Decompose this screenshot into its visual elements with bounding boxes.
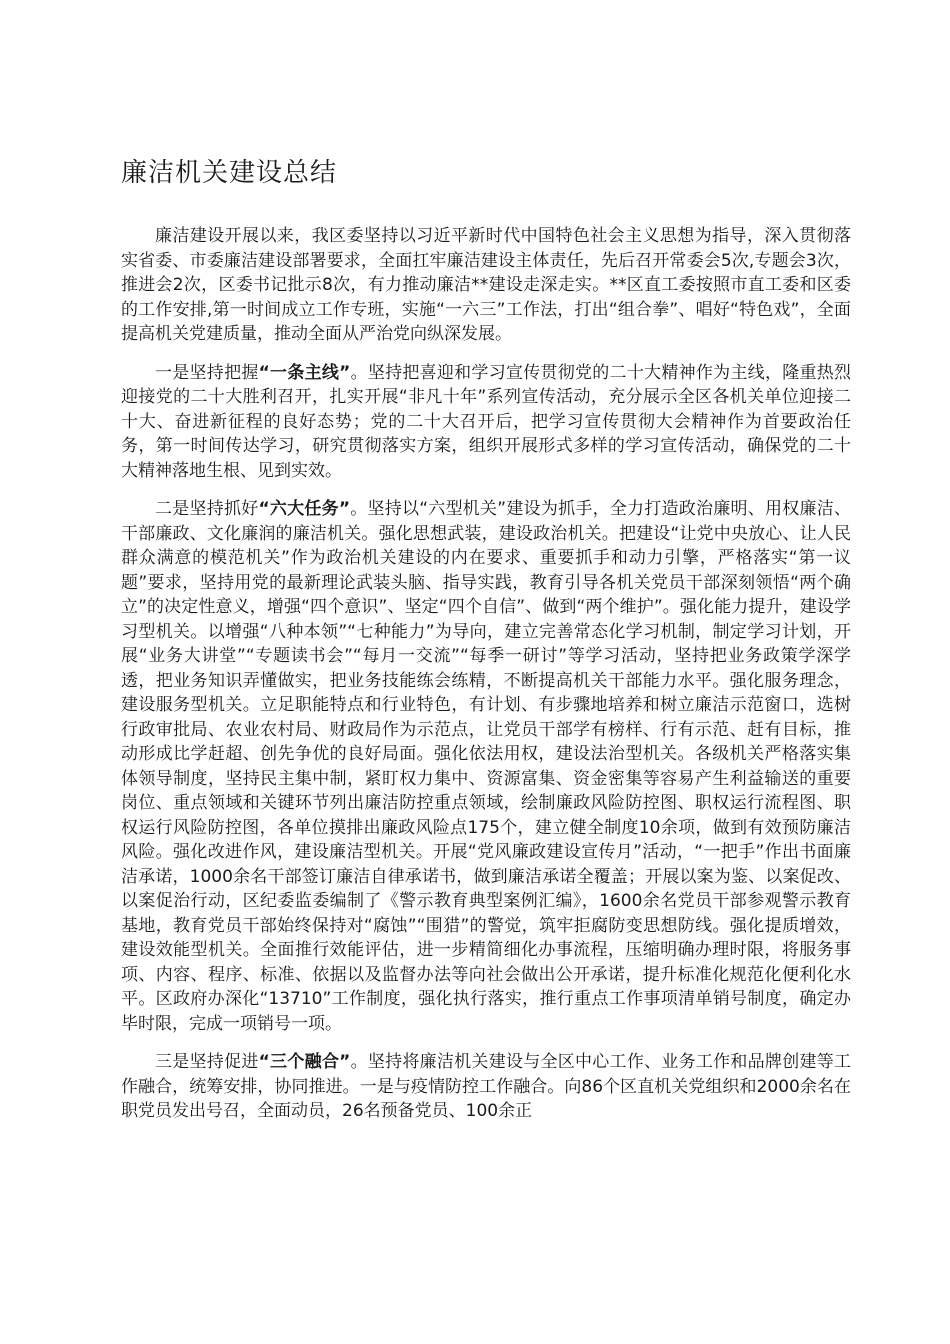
paragraph-text: 。坚持将廉洁机关建设与全区中心工作、业务工作和品牌创建等工作融合，统筹安排，协同推进。一是与疫情防控工作融合。向86个区直机关党组织和2000余名在职党员发出号召，全面动员，26名预备党员、100余正 [121, 1052, 852, 1121]
paragraph-three-integrations [121, 1050, 851, 1124]
document-title: 廉洁机关建设总结 [121, 158, 338, 188]
paragraph-lead-highlight: “三个融合” [258, 1052, 351, 1072]
paragraph-text: 廉洁建设开展以来，我区委坚持以习近平新时代中国特色社会主义思想为指导，深入贯彻落实省委、市委廉洁建设部署要求，全面扛牢廉洁建设主体责任，先后召开常委会5次,专题会3次，推进会2次，区委书记批示8次，有力推动廉洁**建设走深走实。**区直工委按照市直工委和区委的工作安排,第一时间成立工作专班，实施“一六三”工作法，打出“组合拳”、唱好“特色戏”，全面提高机关党建质量，推动全面从严治党向纵深发展。 [121, 226, 851, 344]
paragraph-six-tasks [121, 497, 851, 1036]
paragraph-lead-prefix: 二是坚持抓好 [155, 499, 259, 519]
paragraph-lead-prefix: 三是坚持促进 [155, 1052, 259, 1072]
document-page [121, 155, 851, 1138]
paragraph-lead-highlight: “一条主线” [258, 362, 351, 383]
paragraph-intro [121, 224, 851, 347]
paragraph-lead-highlight: “六大任务” [258, 499, 351, 519]
paragraph-lead-prefix: 一是坚持把握 [155, 362, 259, 383]
paragraph-text: 。坚持把喜迎和学习宣传贯彻党的二十大精神作为主线，隆重热烈迎接党的二十大胜利召开，扎实开展“非凡十年”系列宣传活动，充分展示全区各机关单位迎接二十大、奋进新征程的良好态势；党的二十大召开后，把学习宣传贯彻大会精神作为首要政治任务，第一时间传达学习，研究贯彻落实方案，组织开展形式多样的学习宣传活动，确保党的二十大精神落地生根、见到实效。 [121, 362, 852, 481]
paragraph-main-line [121, 361, 851, 484]
paragraph-text: 。坚持以“六型机关”建设为抓手，全力打造政治廉明、用权廉洁、干部廉政、文化廉润的廉洁机关。强化思想武装，建设政治机关。把建设“让党中央放心、让人民群众满意的模范机关”作为政治机关建设的内在要求、重要抓手和动力引擎，严格落实“第一议题”要求，坚持用党的最新理论武装头脑、指导实践，教育引导各机关党员干部深刻领悟“两个确立”的决定性意义，增强“四个意识”、坚定“四个自信”、做到“两个维护”。强化能力提升，建设学习型机关。以增强“八种本领”“七种能力”为导向，建立完善常态化学习机制，制定学习计划，开展“业务大讲堂”“专题读书会”“每月一交流”“每季一研讨”等学习活动，坚持把业务政策学深学透，把业务知识弄懂做实，把业务技能练会练精，不断提高机关干部能力水平。强化服务理念，建设服务型机关。立足职能特点和行业特色，有计划、有步骤地培养和树立廉洁示范窗口，选树行政审批局、农业农村局、财政局作为示范点，让党员干部学有榜样、行有示范、赶有目标，推动形成比学赶超、创先争优的良好局面。强化依法用权，建设法治型机关。各级机关严格落实集体领导制度，坚持民主集中制，紧盯权力集中、资源富集、资金密集等容易产生利益输送的重要岗位、重点领域和关键环节列出廉洁防控重点领域，绘制廉政风险防控图、职权运行流程图、职权运行风险防控图，各单位摸排出廉政风险点175个，建立健全制度10余项，做到有效预防廉洁风险。强化改进作风，建设廉洁型机关。开展“党风廉政建设宣传月”活动，“一把手”作出书面廉洁承诺，1000余名干部签订廉洁自律承诺书，做到廉洁承诺全覆盖；开展以案为鉴、以案促改、以案促治行动，区纪委监委编制了《警示教育典型案例汇编》，1600余名党员干部参观警示教育基地，教育党员干部始终保持对“腐蚀”“围猎”的警觉，筑牢拒腐防变思想防线。强化提质增效，建设效能型机关。全面推行效能评估，进一步精简细化办事流程，压缩明确办理时限，将服务事项、内容、程序、标准、依据以及监督办法等向社会做出公开承诺，提升标准化规范化便利化水平。区政府办深化“13710”工作制度，强化执行落实，推行重点工作事项清单销号制度，确定办毕时限，完成一项销号一项。 [121, 499, 851, 1034]
